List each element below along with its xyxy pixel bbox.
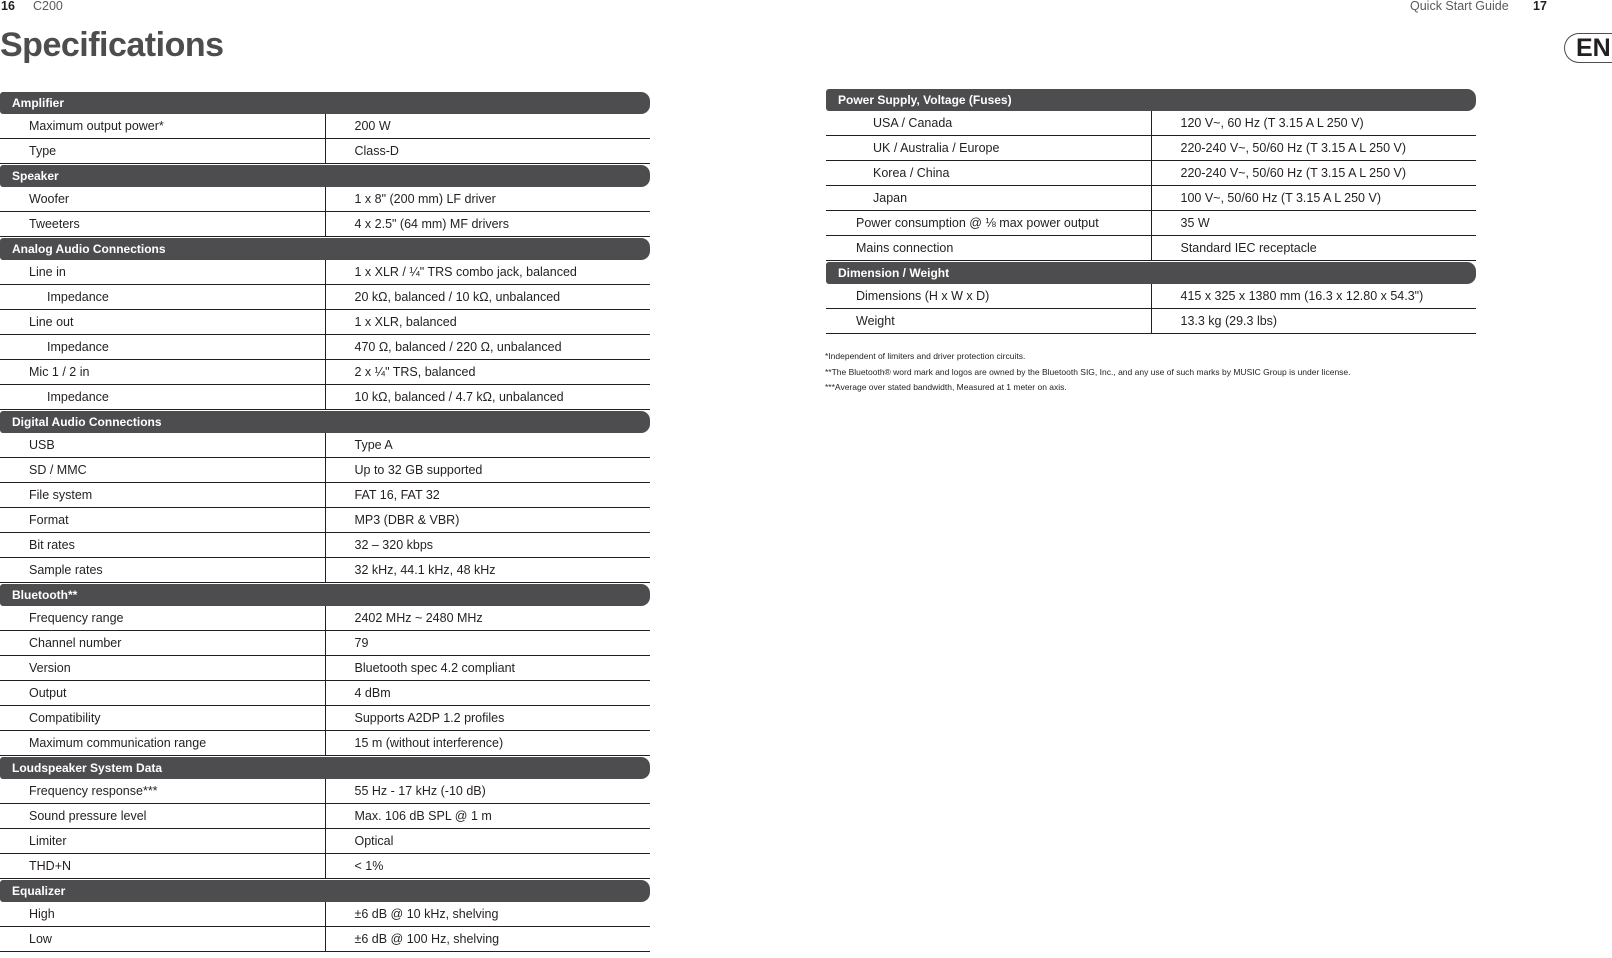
spec-value: Up to 32 GB supported [325, 458, 650, 483]
footnote: *Independent of limiters and driver protection circuits. [825, 351, 1026, 361]
spec-row [0, 731, 650, 756]
spec-value: 10 kΩ, balanced / 4.7 kΩ, unbalanced [325, 385, 650, 410]
spec-label: Sample rates [0, 558, 325, 583]
spec-value: 79 [325, 631, 650, 656]
spec-row [0, 385, 650, 410]
language-badge [1564, 33, 1612, 63]
spec-label: Impedance [0, 285, 325, 310]
spec-label: Maximum output power* [0, 114, 325, 139]
header-right-title: Quick Start Guide [1410, 0, 1509, 13]
section-header-cell [0, 410, 650, 434]
spec-label: Mic 1 / 2 in [0, 360, 325, 385]
section-title: Speaker [0, 165, 650, 187]
spec-row [826, 136, 1476, 161]
spec-row [826, 284, 1476, 309]
spec-row [0, 804, 650, 829]
spec-row [0, 212, 650, 237]
spec-row [0, 631, 650, 656]
spec-row [0, 433, 650, 458]
section-header-row [0, 410, 650, 434]
spec-label: Bit rates [0, 533, 325, 558]
spec-row [0, 533, 650, 558]
spec-value: Supports A2DP 1.2 profiles [325, 706, 650, 731]
spec-value: 4 dBm [325, 681, 650, 706]
spec-value: Class-D [325, 139, 650, 164]
spec-value: 20 kΩ, balanced / 10 kΩ, unbalanced [325, 285, 650, 310]
spec-value: 120 V~, 60 Hz (T 3.15 A L 250 V) [1151, 111, 1476, 136]
spec-label: Weight [826, 309, 1151, 334]
spec-row [0, 508, 650, 533]
spec-row [0, 360, 650, 385]
spec-label: Channel number [0, 631, 325, 656]
language-badge-label: EN [1576, 34, 1611, 62]
spec-value: 1 x XLR / ¼" TRS combo jack, balanced [325, 260, 650, 285]
spec-label: THD+N [0, 854, 325, 879]
spec-value: MP3 (DBR & VBR) [325, 508, 650, 533]
spec-value: 55 Hz - 17 kHz (-10 dB) [325, 779, 650, 804]
spec-value: 1 x 8" (200 mm) LF driver [325, 187, 650, 212]
spec-label: Sound pressure level [0, 804, 325, 829]
spec-row [0, 927, 650, 952]
spec-row [826, 161, 1476, 186]
spec-label: Mains connection [826, 236, 1151, 261]
spec-value: < 1% [325, 854, 650, 879]
spec-label: Line out [0, 310, 325, 335]
spec-label: Line in [0, 260, 325, 285]
spec-value: 32 kHz, 44.1 kHz, 48 kHz [325, 558, 650, 583]
spec-row [0, 187, 650, 212]
section-title: Loudspeaker System Data [0, 757, 650, 779]
spec-label: USA / Canada [826, 111, 1151, 136]
spec-row [0, 285, 650, 310]
section-header-row [0, 237, 650, 261]
spec-row [0, 558, 650, 583]
spec-value: FAT 16, FAT 32 [325, 483, 650, 508]
spec-value: Optical [325, 829, 650, 854]
section-header-row [826, 261, 1476, 285]
spec-value: ±6 dB @ 100 Hz, shelving [325, 927, 650, 952]
spec-value: Type A [325, 433, 650, 458]
spec-row [826, 211, 1476, 236]
section-header-cell [0, 237, 650, 261]
header-left-title: C200 [33, 0, 63, 13]
spec-label: Dimensions (H x W x D) [826, 284, 1151, 309]
footnote: ***Average over stated bandwidth, Measured at 1 meter on axis. [825, 382, 1067, 392]
spec-label: Low [0, 927, 325, 952]
spec-row [0, 483, 650, 508]
spec-row [0, 114, 650, 139]
section-title: Dimension / Weight [826, 262, 1476, 284]
spec-value: ±6 dB @ 10 kHz, shelving [325, 902, 650, 927]
header-left-page-number: 16 [1, 0, 15, 13]
spec-label: Korea / China [826, 161, 1151, 186]
spec-label: UK / Australia / Europe [826, 136, 1151, 161]
spec-label: Maximum communication range [0, 731, 325, 756]
spec-row [0, 681, 650, 706]
spec-row [0, 260, 650, 285]
section-header-cell [0, 879, 650, 903]
spec-row [0, 829, 650, 854]
section-header-row [0, 91, 650, 114]
section-header-cell [0, 164, 650, 188]
section-header-row [0, 164, 650, 188]
spec-label: Frequency response*** [0, 779, 325, 804]
section-header-row [0, 879, 650, 903]
spec-label: Limiter [0, 829, 325, 854]
spec-value: 32 – 320 kbps [325, 533, 650, 558]
spec-row [0, 139, 650, 164]
spec-label: Tweeters [0, 212, 325, 237]
spec-label: Output [0, 681, 325, 706]
spec-label: Frequency range [0, 606, 325, 631]
spec-value: 15 m (without interference) [325, 731, 650, 756]
spec-label: Woofer [0, 187, 325, 212]
spec-value: 470 Ω, balanced / 220 Ω, unbalanced [325, 335, 650, 360]
section-header-row [0, 756, 650, 780]
spec-row [0, 335, 650, 360]
page-title: Specifications [0, 26, 224, 64]
section-title: Analog Audio Connections [0, 238, 650, 260]
spec-value: 415 x 325 x 1380 mm (16.3 x 12.80 x 54.3") [1151, 284, 1476, 309]
spec-label: Impedance [0, 385, 325, 410]
section-header-cell [0, 91, 650, 114]
section-header-cell [826, 88, 1476, 111]
spec-row [0, 706, 650, 731]
spec-value: 220-240 V~, 50/60 Hz (T 3.15 A L 250 V) [1151, 136, 1476, 161]
section-header-row [0, 583, 650, 607]
spec-row [0, 458, 650, 483]
spec-row [826, 186, 1476, 211]
spec-label: File system [0, 483, 325, 508]
spec-value: Bluetooth spec 4.2 compliant [325, 656, 650, 681]
section-header-cell [0, 756, 650, 780]
right-spec-table [826, 88, 1476, 334]
spec-row [826, 309, 1476, 334]
spec-value: 4 x 2.5" (64 mm) MF drivers [325, 212, 650, 237]
spec-label: Power consumption @ ⅛ max power output [826, 211, 1151, 236]
spec-label: Compatibility [0, 706, 325, 731]
spec-label: High [0, 902, 325, 927]
section-title: Amplifier [0, 92, 650, 114]
spec-row [0, 606, 650, 631]
spec-label: Impedance [0, 335, 325, 360]
spec-value: 200 W [325, 114, 650, 139]
footnote: **The Bluetooth® word mark and logos are owned by the Bluetooth SIG, Inc., and any use of such marks by MUSIC Group is under license. [825, 366, 1351, 377]
spec-value: 2402 MHz ~ 2480 MHz [325, 606, 650, 631]
spec-row [0, 854, 650, 879]
spec-row [0, 902, 650, 927]
section-header-row [826, 88, 1476, 111]
section-title: Digital Audio Connections [0, 411, 650, 433]
spec-row [0, 656, 650, 681]
section-title: Bluetooth** [0, 584, 650, 606]
spec-value: 13.3 kg (29.3 lbs) [1151, 309, 1476, 334]
spec-value: Standard IEC receptacle [1151, 236, 1476, 261]
footnotes [825, 349, 1351, 396]
spec-label: Version [0, 656, 325, 681]
spec-value: Max. 106 dB SPL @ 1 m [325, 804, 650, 829]
spec-value: 1 x XLR, balanced [325, 310, 650, 335]
spec-label: SD / MMC [0, 458, 325, 483]
section-title: Equalizer [0, 880, 650, 902]
spec-row [0, 310, 650, 335]
section-header-cell [826, 261, 1476, 285]
spec-value: 35 W [1151, 211, 1476, 236]
header-right-page-number: 17 [1533, 0, 1547, 13]
section-title: Power Supply, Voltage (Fuses) [826, 89, 1476, 111]
spec-value: 2 x ¼" TRS, balanced [325, 360, 650, 385]
spec-value: 220-240 V~, 50/60 Hz (T 3.15 A L 250 V) [1151, 161, 1476, 186]
spec-label: USB [0, 433, 325, 458]
spec-row [826, 236, 1476, 261]
section-header-cell [0, 583, 650, 607]
spec-value: 100 V~, 50/60 Hz (T 3.15 A L 250 V) [1151, 186, 1476, 211]
spec-label: Japan [826, 186, 1151, 211]
spec-row [826, 111, 1476, 136]
left-spec-table [0, 91, 650, 952]
spec-row [0, 779, 650, 804]
spec-label: Type [0, 139, 325, 164]
spec-label: Format [0, 508, 325, 533]
